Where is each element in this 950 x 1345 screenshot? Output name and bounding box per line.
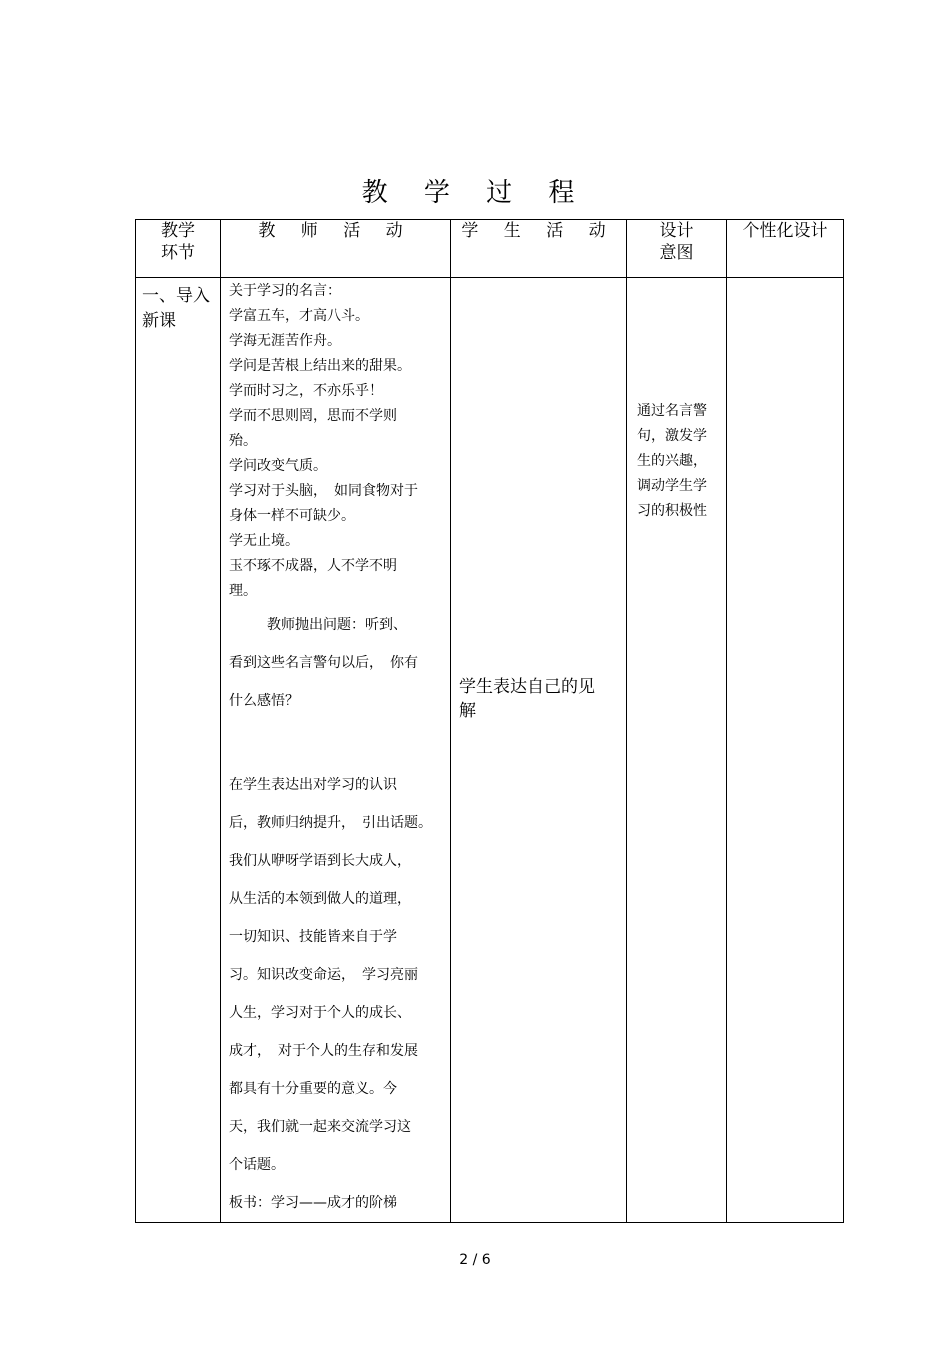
page-number: 2 / 6 [459,1252,491,1268]
teacher-line: 什么感悟？ [229,693,299,709]
teacher-line: 从生活的本领到做人的道理， [229,891,411,907]
teacher-line: 一切知识、技能皆来自于学 [229,929,397,945]
lesson-table [135,219,844,1223]
header-row [136,220,844,278]
teacher-line: 教师抛出问题：听到、 [267,617,407,633]
stage-cell [136,278,221,1223]
header-teacher: 教 师 活 动 [221,220,451,278]
table-row [136,278,844,1223]
teacher-line: 学问是苦根上结出来的甜果。 [229,358,411,374]
teacher-line: 习。知识改变命运， 学习亮丽 [229,967,418,983]
teacher-line: 后，教师归纳提升， 引出话题。 [229,815,432,831]
teacher-line: 学海无涯苦作舟。 [229,333,341,349]
header-stage-line: 教学 [161,221,195,241]
teacher-line: 成才， 对于个人的生存和发展 [229,1043,418,1059]
teacher-line: 在学生表达出对学习的认识 [229,777,397,793]
page-title: 教 学 过 程 [361,178,589,208]
intent-cell [627,278,727,1223]
teacher-line: 学而时习之，不亦乐乎！ [229,383,383,399]
teacher-line: 人生，学习对于个人的成长、 [229,1005,411,1021]
stage-line: 新课 [142,311,176,331]
student-cell [451,278,627,1223]
header-personal: 个性化设计 [727,220,844,278]
intent-line: 通过名言警 [637,403,707,419]
teacher-line: 学无止境。 [229,533,299,549]
header-intent [627,220,727,278]
stage-line: 一、导入 [142,286,210,306]
intent-line: 生的兴趣， [637,453,707,469]
teacher-line: 我们从咿呀学语到长大成人， [229,853,411,869]
header-student: 学 生 活 动 [451,220,627,278]
personal-cell [727,278,844,1223]
intent-line: 调动学生学 [637,478,707,494]
student-line: 解 [459,701,476,721]
header-stage-line: 环节 [161,243,195,263]
teacher-line: 学问改变气质。 [229,458,327,474]
teacher-line: 天，我们就一起来交流学习这 [229,1119,411,1135]
header-intent-line: 设计 [659,221,694,241]
teacher-line: 学而不思则罔，思而不学则 [229,408,397,424]
teacher-line: 理。 [229,583,257,599]
teacher-line: 都具有十分重要的意义。今 [229,1081,397,1097]
teacher-line: 个话题。 [229,1157,285,1173]
intent-line: 习的积极性 [637,503,707,519]
teacher-line: 板书：学习——成才的阶梯 [229,1195,397,1211]
teacher-line: 关于学习的名言： [229,283,341,299]
intent-line: 句，激发学 [637,428,707,444]
teacher-cell [221,278,451,1223]
header-stage [136,220,221,278]
teacher-line: 身体一样不可缺少。 [229,508,355,524]
teacher-line: 学富五车，才高八斗。 [229,308,369,324]
teacher-line: 看到这些名言警句以后， 你有 [229,655,418,671]
teacher-line: 殆。 [229,433,257,449]
student-line: 学生表达自己的见 [459,677,595,697]
teacher-line: 学习对于头脑， 如同食物对于 [229,483,418,499]
header-intent-line: 意图 [659,243,694,263]
teacher-line: 玉不琢不成器，人不学不明 [229,558,397,574]
